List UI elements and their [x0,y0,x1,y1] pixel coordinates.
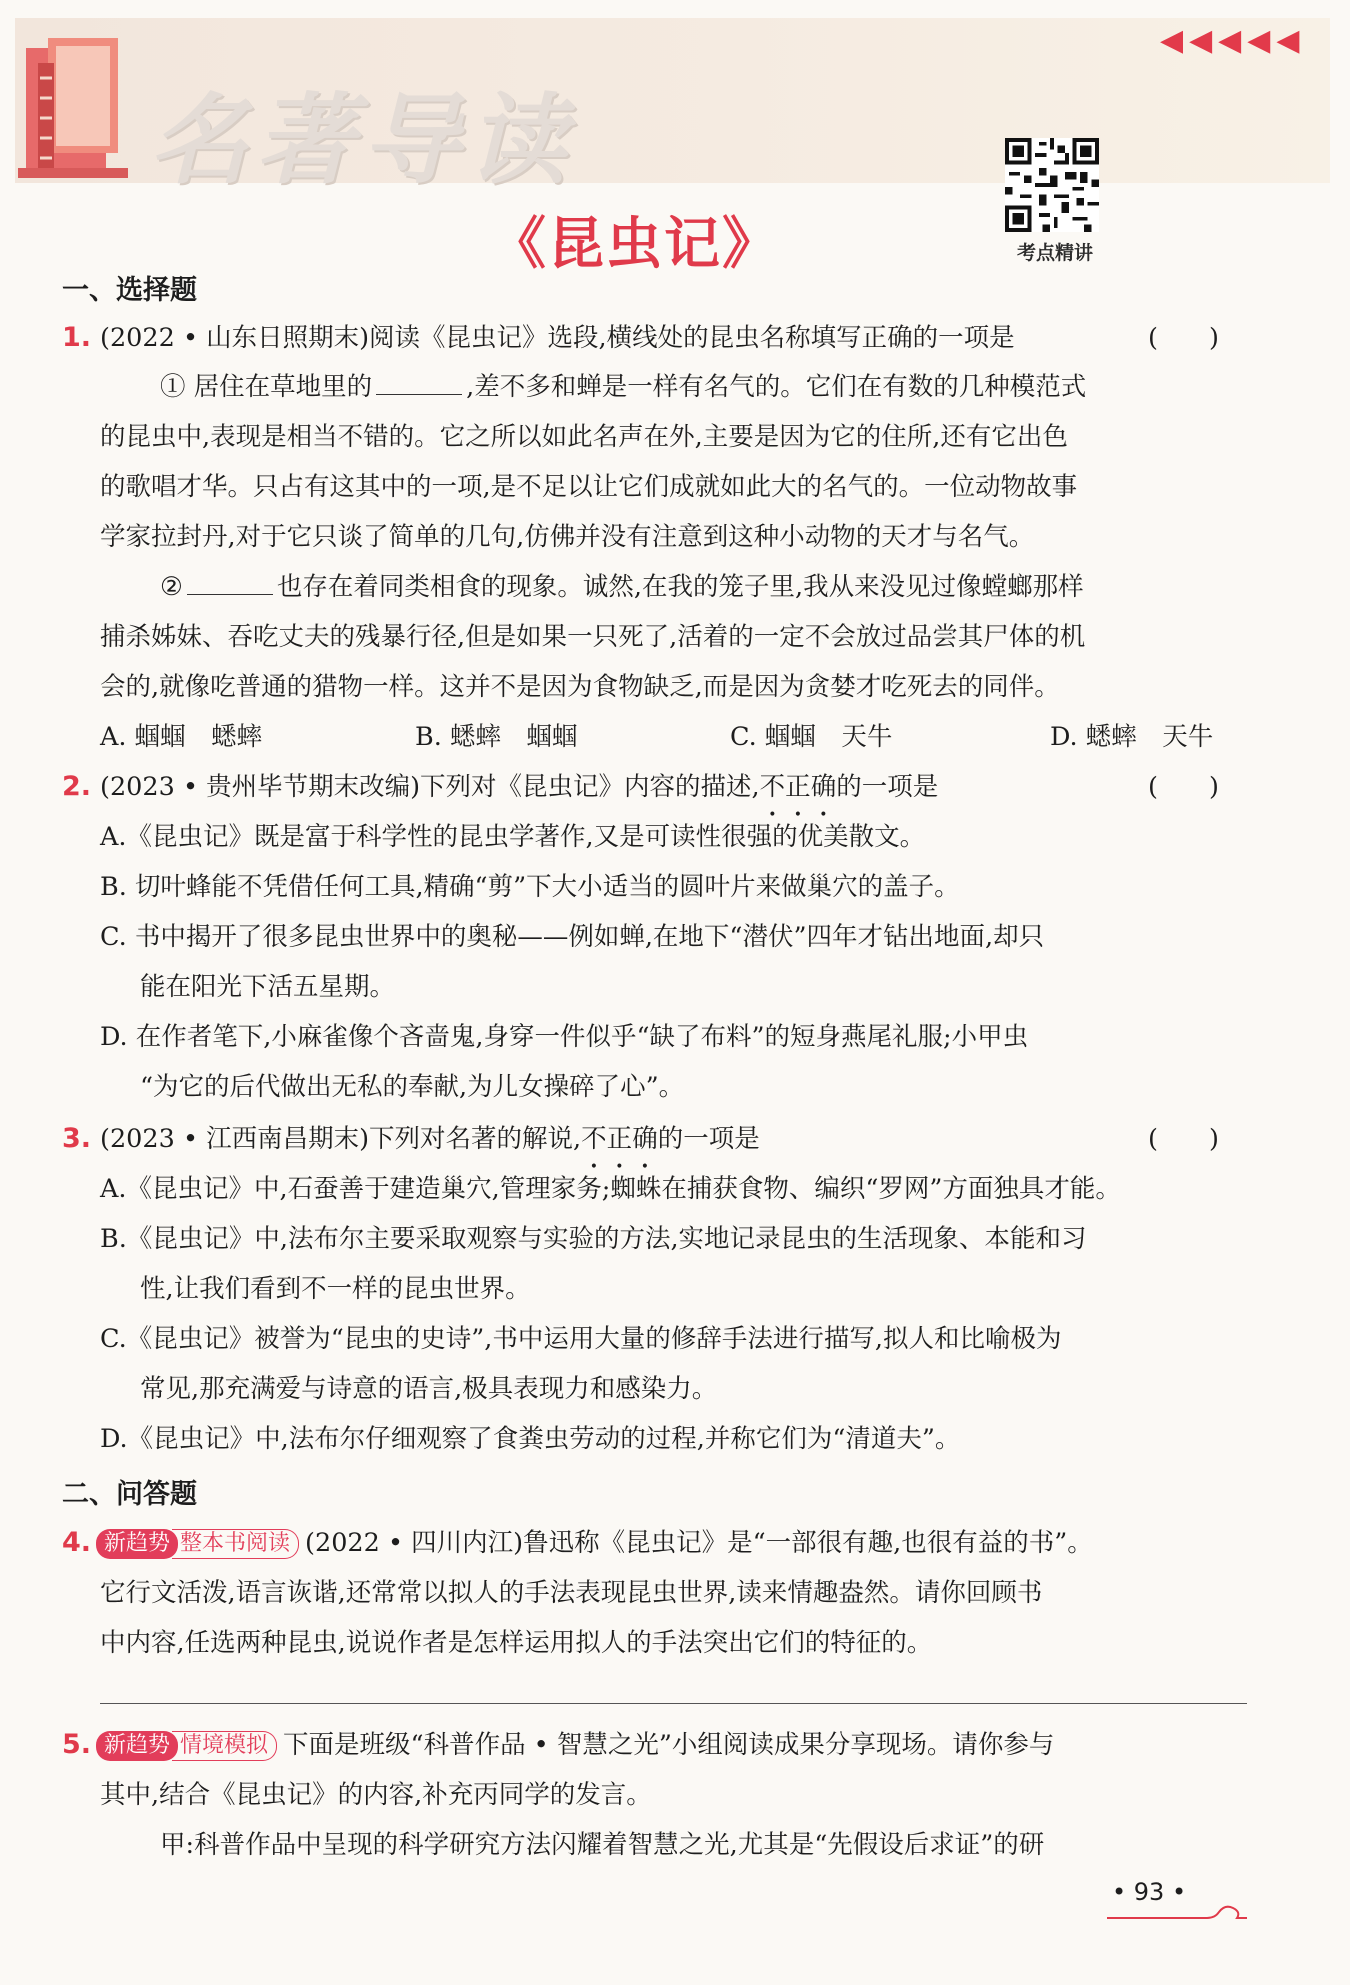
question-number: 4. [62,1527,92,1558]
passage-line [160,370,1086,404]
stem-text: (2022 • 四川内江)鲁迅称《昆虫记》是“一部很有趣,也很有益的书”。 [305,1528,1093,1558]
answer-parentheses[interactable]: ( ) [1148,772,1219,802]
option-d[interactable]: D. 在作者笔下,小麻雀像个吝啬鬼,身穿一件似乎“缺了布料”的短身燕尾礼服;小甲虫 [100,1022,1029,1052]
section-title-qa: 二、问答题 [62,1479,197,1510]
qr-code-icon[interactable] [1005,138,1099,232]
option-b[interactable]: B. 切叶蜂能不凭借任何工具,精确“剪”下大小适当的圆叶片来做巢穴的盖子。 [100,872,960,902]
question-number: 2. [62,771,92,802]
passage-line [160,570,1084,604]
question-stem [100,770,938,804]
passage-line: 的歌唱才华。只占有这其中的一项,是不足以让它们成就如此大的名气的。一位动物故事 [100,472,1078,502]
passage-text: ② [160,572,183,602]
passage-line: 会的,就像吃普通的猎物一样。这并不是因为食物缺乏,而是因为贪婪才吃死去的同伴。 [100,672,1060,702]
arrow-left-icon: ◀ [1218,23,1242,58]
emphasis-char: 确 [632,1124,658,1154]
arrow-left-icon: ◀ [1247,23,1271,58]
option-c[interactable]: C. 书中揭开了很多昆虫世界中的奥秘——例如蝉,在地下“潜伏”四年才钻出地面,却只 [100,922,1045,952]
passage-line: 捕杀姊妹、吞吃丈夫的残暴行径,但是如果一只死了,活着的一定不会放过品尝其尸体的机 [100,622,1086,652]
stem-line: 甲:科普作品中呈现的科学研究方法闪耀着智慧之光,尤其是“先假设后求证”的研 [160,1830,1045,1860]
stem-text: (2023 • 贵州毕节期末改编)下列对《昆虫记》内容的描述, [100,772,760,802]
option-b-continued: 性,让我们看到不一样的昆虫世界。 [140,1274,531,1304]
emphasis-char: 确 [810,772,837,802]
page-number: • 93 • [1112,1878,1187,1906]
arrow-left-icon: ◀ [1276,23,1300,58]
fill-blank[interactable] [187,574,273,595]
passage-line: 的昆虫中,表现是相当不错的。它之所以如此名声在外,主要是因为它的住所,还有它出色 [100,422,1068,452]
option-a[interactable]: A. 蝈蝈 蟋蟀 [100,722,263,752]
stem-text: 的一项是 [836,772,939,802]
stem-line: 其中,结合《昆虫记》的内容,补充丙同学的发言。 [100,1780,652,1810]
stem-line: 中内容,任选两种昆虫,说说作者是怎样运用拟人的手法突出它们的特征的。 [100,1628,933,1658]
passage-line: 学家拉封丹,对于它只谈了简单的几句,仿佛并没有注意到这种小动物的天才与名气。 [100,522,1035,552]
question-number: 5. [62,1729,92,1760]
option-c-continued: 能在阳光下活五星期。 [140,972,396,1002]
option-a[interactable]: A.《昆虫记》既是富于科学性的昆虫学著作,又是可读性很强的优美散文。 [100,822,926,852]
book-title: 《昆虫记》 [490,212,780,277]
passage-text: 也存在着同类相食的现象。诚然,在我的笼子里,我从来没见过像螳螂那样 [276,572,1084,602]
books-illustration [18,18,138,193]
question-number: 1. [62,322,92,353]
topic-tag: 情境模拟 [172,1731,277,1761]
answer-parentheses[interactable]: ( ) [1148,1124,1219,1154]
emphasis-char: 正 [785,772,811,802]
arrow-left-icon: ◀ [1160,23,1184,58]
stem-line: 它行文活泼,语言诙谐,还常常以拟人的手法表现昆虫世界,读来情趣盎然。请你回顾书 [100,1578,1043,1608]
section-header-title: 名著导读 [150,84,575,198]
section-title-choice: 一、选择题 [62,275,197,306]
emphasis-char: 正 [606,1124,633,1154]
qr-label: 考点精讲 [1016,242,1093,264]
option-d[interactable]: D.《昆虫记》中,法布尔仔细观察了食粪虫劳动的过程,并称它们为“清道夫”。 [100,1424,961,1454]
question-stem [96,1728,1054,1762]
fill-blank[interactable] [376,374,462,395]
passage-text: ,差不多和蝉是一样有名气的。它们在有数的几种模范式 [466,372,1087,402]
option-c[interactable]: C. 蝈蝈 天牛 [730,722,893,752]
page-number-underline [1107,1898,1247,1924]
answer-line[interactable] [100,1703,1247,1704]
passage-text: ① 居住在草地里的 [160,372,373,402]
question-stem [96,1526,1093,1560]
decorative-arrows [1160,23,1300,58]
option-b[interactable]: B. 蟋蟀 蝈蝈 [415,722,578,752]
trend-badge: 新趋势 [96,1731,178,1761]
option-c-continued: 常见,那充满爱与诗意的语言,极具表现力和感染力。 [140,1374,718,1404]
stem-text: 的一项是 [657,1124,760,1154]
option-d-continued: “为它的后代做出无私的奉献,为儿女操碎了心”。 [140,1072,685,1102]
answer-parentheses[interactable]: ( ) [1148,323,1219,353]
option-c[interactable]: C.《昆虫记》被誉为“昆虫的史诗”,书中运用大量的修辞手法进行描写,拟人和比喻极为 [100,1324,1062,1354]
question-stem: (2022 • 山东日照期末)阅读《昆虫记》选段,横线处的昆虫名称填写正确的一项是 [100,323,1015,353]
option-d[interactable]: D. 蟋蟀 天牛 [1050,722,1214,752]
stem-text: (2023 • 江西南昌期末)下列对名著的解说, [100,1124,582,1154]
stem-text: 下面是班级“科普作品 • 智慧之光”小组阅读成果分享现场。请你参与 [283,1730,1055,1760]
emphasis-char: 不 [581,1124,607,1154]
emphasis-char: 不 [759,772,786,802]
option-b[interactable]: B.《昆虫记》中,法布尔主要采取观察与实验的方法,实地记录昆虫的生活现象、本能和习 [100,1224,1087,1254]
trend-badge: 新趋势 [96,1529,178,1559]
question-number: 3. [62,1123,92,1154]
option-a[interactable]: A.《昆虫记》中,石蚕善于建造巢穴,管理家务;蜘蛛在捕获食物、编织“罗网”方面独具才能。 [100,1174,1121,1204]
question-stem [100,1122,760,1156]
arrow-left-icon: ◀ [1189,23,1213,58]
topic-tag: 整本书阅读 [172,1529,299,1559]
